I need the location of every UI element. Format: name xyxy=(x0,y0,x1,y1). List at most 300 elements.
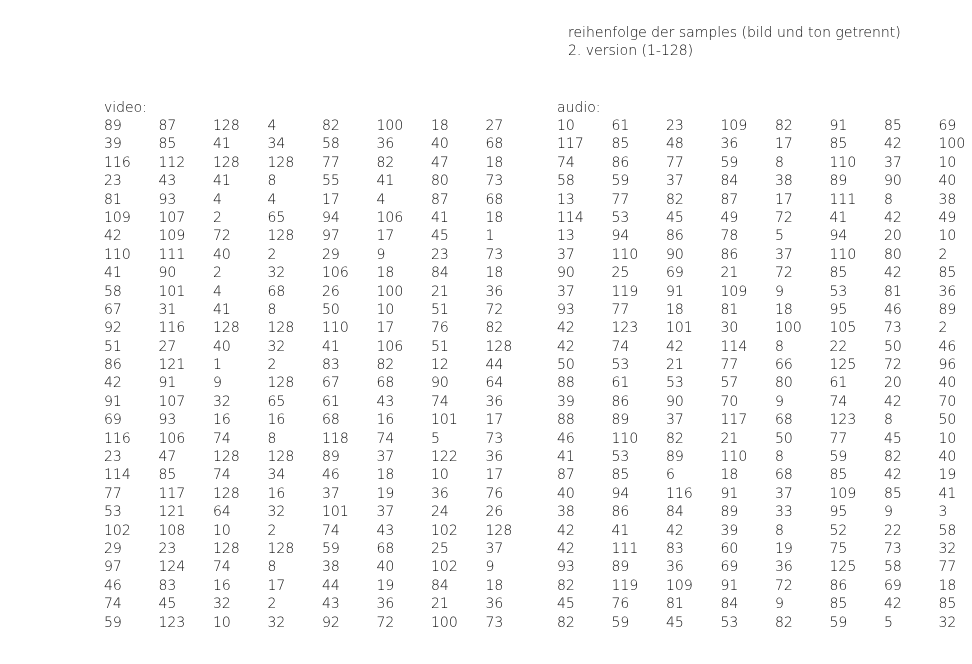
video-sample-cell: 29 xyxy=(322,246,340,263)
audio-sample-cell: 45 xyxy=(884,430,902,447)
audio-sample-cell: 74 xyxy=(829,393,848,410)
video-sample-cell: 68 xyxy=(485,191,504,208)
audio-sample-cell: 37 xyxy=(666,173,684,190)
audio-sample-cell: 37 xyxy=(666,412,684,429)
audio-sample-cell: 46 xyxy=(557,430,575,447)
video-sample-cell: 128 xyxy=(213,118,240,134)
video-sample-cell: 76 xyxy=(431,320,449,337)
audio-sample-cell: 53 xyxy=(829,283,848,300)
audio-sample-cell: 68 xyxy=(775,412,793,429)
audio-sample-cell: 36 xyxy=(720,136,739,153)
audio-sample-cell: 119 xyxy=(611,577,639,594)
audio-sample-cell: 77 xyxy=(611,191,630,208)
video-sample-cell: 61 xyxy=(322,393,340,410)
audio-sample-cell: 32 xyxy=(938,614,957,631)
audio-sample-cell: 110 xyxy=(611,430,639,447)
audio-sample-cell: 100 xyxy=(938,136,966,153)
video-sample-cell: 108 xyxy=(158,522,186,539)
audio-sample-cell: 69 xyxy=(938,118,957,134)
video-sample-cell: 101 xyxy=(431,412,458,429)
video-sample-cell: 67 xyxy=(322,375,340,392)
video-sample-cell: 12 xyxy=(431,357,449,374)
audio-sample-cell: 33 xyxy=(775,504,793,521)
video-sample-cell: 123 xyxy=(158,614,186,631)
audio-sample-cell: 57 xyxy=(720,375,739,392)
audio-sample-cell: 41 xyxy=(829,209,848,226)
audio-sample-cell: 93 xyxy=(557,559,575,576)
video-sample-cell: 74 xyxy=(376,430,395,447)
audio-sample-cell: 72 xyxy=(884,357,902,374)
audio-sample-cell: 19 xyxy=(938,467,957,484)
video-sample-cell: 82 xyxy=(485,320,504,337)
audio-sample-cell: 39 xyxy=(720,522,739,539)
video-sample-cell: 41 xyxy=(431,209,449,226)
audio-sample-cell: 9 xyxy=(775,596,784,613)
video-sample-cell: 44 xyxy=(322,577,340,594)
audio-sample-cell: 109 xyxy=(666,577,693,594)
video-sample-cell: 18 xyxy=(485,154,504,171)
audio-sample-cell: 82 xyxy=(666,430,684,447)
video-sample-cell: 73 xyxy=(485,246,504,263)
video-sample-cell: 26 xyxy=(322,283,340,300)
video-sample-cell: 100 xyxy=(431,614,458,631)
audio-sample-cell: 52 xyxy=(829,522,848,539)
video-sample-grid xyxy=(104,117,540,632)
video-sample-cell: 74 xyxy=(213,430,231,447)
video-sample-cell: 19 xyxy=(376,577,395,594)
audio-sample-cell: 68 xyxy=(775,467,793,484)
video-sample-cell: 121 xyxy=(158,357,186,374)
audio-sample-cell: 85 xyxy=(829,467,848,484)
video-sample-cell: 27 xyxy=(158,338,177,355)
video-sample-cell: 26 xyxy=(485,504,504,521)
audio-sample-cell: 53 xyxy=(611,209,630,226)
video-sample-cell: 47 xyxy=(158,449,177,466)
audio-sample-cell: 91 xyxy=(666,283,684,300)
audio-sample-cell: 38 xyxy=(557,504,575,521)
video-sample-cell: 10 xyxy=(431,467,449,484)
audio-sample-cell: 86 xyxy=(611,154,630,171)
video-sample-cell: 37 xyxy=(376,504,395,521)
audio-sample-cell: 82 xyxy=(666,191,684,208)
audio-sample-cell: 80 xyxy=(775,375,793,392)
audio-sample-cell: 10 xyxy=(938,228,957,245)
video-sample-cell: 43 xyxy=(158,173,177,190)
video-sample-cell: 65 xyxy=(267,209,286,226)
video-label: video: xyxy=(104,100,147,116)
video-sample-cell: 117 xyxy=(158,485,186,502)
audio-sample-cell: 86 xyxy=(611,393,630,410)
audio-sample-cell: 125 xyxy=(829,357,857,374)
video-sample-cell: 4 xyxy=(376,191,386,208)
video-sample-cell: 8 xyxy=(267,173,277,190)
audio-sample-cell: 111 xyxy=(611,540,639,557)
video-sample-cell: 93 xyxy=(158,191,177,208)
video-sample-cell: 107 xyxy=(158,209,186,226)
audio-sample-cell: 39 xyxy=(557,393,575,410)
video-sample-cell: 18 xyxy=(431,118,449,134)
video-sample-cell: 82 xyxy=(376,154,395,171)
video-sample-cell: 93 xyxy=(158,412,177,429)
audio-sample-cell: 82 xyxy=(775,118,793,134)
audio-sample-cell: 59 xyxy=(720,154,739,171)
video-sample-cell: 27 xyxy=(485,118,504,134)
video-sample-cell: 17 xyxy=(376,228,395,245)
audio-sample-cell: 70 xyxy=(938,393,957,410)
audio-sample-cell: 59 xyxy=(611,614,630,631)
video-sample-cell: 39 xyxy=(104,136,122,153)
audio-sample-cell: 18 xyxy=(666,301,684,318)
audio-sample-cell: 77 xyxy=(666,154,684,171)
video-sample-cell: 106 xyxy=(322,265,349,282)
video-sample-cell: 46 xyxy=(104,577,122,594)
video-sample-cell: 69 xyxy=(104,412,122,429)
video-sample-cell: 85 xyxy=(158,467,177,484)
video-sample-cell: 41 xyxy=(213,136,231,153)
audio-sample-cell: 48 xyxy=(666,136,684,153)
audio-sample-cell: 77 xyxy=(611,301,630,318)
video-sample-cell: 18 xyxy=(485,577,504,594)
audio-sample-cell: 70 xyxy=(720,393,739,410)
video-sample-cell: 21 xyxy=(431,596,449,613)
audio-sample-cell: 46 xyxy=(938,338,957,355)
audio-sample-cell: 42 xyxy=(884,393,902,410)
audio-sample-cell: 85 xyxy=(829,136,848,153)
video-sample-cell: 32 xyxy=(267,338,286,355)
video-sample-cell: 16 xyxy=(267,485,286,502)
video-sample-cell: 46 xyxy=(322,467,340,484)
audio-sample-cell: 42 xyxy=(666,338,684,355)
video-sample-cell: 34 xyxy=(267,467,286,484)
video-sample-cell: 4 xyxy=(267,191,277,208)
audio-sample-cell: 20 xyxy=(884,375,902,392)
audio-sample-cell: 93 xyxy=(557,301,575,318)
video-sample-cell: 64 xyxy=(485,375,504,392)
audio-sample-cell: 58 xyxy=(557,173,575,190)
video-sample-cell: 128 xyxy=(213,449,240,466)
audio-sample-cell: 8 xyxy=(775,449,784,466)
video-sample-cell: 128 xyxy=(267,375,295,392)
audio-sample-cell: 81 xyxy=(720,301,739,318)
page-header xyxy=(568,24,901,60)
audio-sample-cell: 94 xyxy=(611,485,630,502)
video-sample-cell: 23 xyxy=(104,173,122,190)
video-sample-cell: 128 xyxy=(267,540,295,557)
video-sample-cell: 41 xyxy=(213,301,231,318)
audio-sample-cell: 85 xyxy=(884,118,902,134)
audio-sample-cell: 72 xyxy=(775,577,793,594)
video-sample-cell: 16 xyxy=(213,577,231,594)
video-sample-cell: 89 xyxy=(322,449,340,466)
audio-sample-cell: 85 xyxy=(938,596,957,613)
audio-sample-grid xyxy=(557,117,972,632)
audio-sample-cell: 9 xyxy=(775,283,784,300)
video-sample-cell: 100 xyxy=(376,283,404,300)
video-sample-cell: 59 xyxy=(104,614,122,631)
video-sample-cell: 47 xyxy=(431,154,449,171)
video-sample-cell: 18 xyxy=(376,467,395,484)
video-sample-cell: 36 xyxy=(485,283,504,300)
video-sample-cell: 17 xyxy=(322,191,340,208)
video-sample-cell: 83 xyxy=(158,577,177,594)
audio-sample-cell: 85 xyxy=(884,485,902,502)
audio-sample-cell: 89 xyxy=(611,412,630,429)
video-sample-cell: 25 xyxy=(431,540,449,557)
video-sample-cell: 91 xyxy=(158,375,177,392)
audio-sample-cell: 37 xyxy=(557,283,575,300)
video-sample-cell: 37 xyxy=(485,540,504,557)
video-sample-cell: 73 xyxy=(485,614,504,631)
video-sample-cell: 43 xyxy=(322,596,340,613)
audio-sample-cell: 86 xyxy=(666,228,684,245)
video-sample-cell: 36 xyxy=(485,596,504,613)
video-sample-cell: 110 xyxy=(104,246,131,263)
video-sample-cell: 2 xyxy=(267,357,277,374)
audio-sample-cell: 21 xyxy=(720,265,739,282)
video-sample-cell: 51 xyxy=(431,338,449,355)
audio-sample-cell: 84 xyxy=(720,596,739,613)
audio-sample-cell: 125 xyxy=(829,559,857,576)
video-sample-cell: 101 xyxy=(158,283,186,300)
audio-sample-cell: 110 xyxy=(611,246,639,263)
audio-sample-cell: 13 xyxy=(557,191,575,208)
audio-sample-cell: 110 xyxy=(829,246,857,263)
video-sample-cell: 90 xyxy=(158,265,177,282)
audio-sample-cell: 91 xyxy=(720,485,739,502)
video-sample-cell: 53 xyxy=(104,504,122,521)
video-sample-cell: 2 xyxy=(267,522,277,539)
audio-sample-cell: 101 xyxy=(666,320,693,337)
video-sample-cell: 36 xyxy=(431,485,449,502)
audio-sample-cell: 50 xyxy=(938,412,957,429)
audio-sample-cell: 75 xyxy=(829,540,848,557)
audio-sample-cell: 123 xyxy=(829,412,857,429)
audio-sample-cell: 41 xyxy=(557,449,575,466)
audio-sample-cell: 8 xyxy=(775,154,784,171)
video-sample-cell: 111 xyxy=(158,246,186,263)
video-sample-cell: 128 xyxy=(267,320,295,337)
video-sample-cell: 16 xyxy=(213,412,231,429)
audio-sample-cell: 36 xyxy=(938,283,957,300)
video-sample-cell: 23 xyxy=(104,449,122,466)
audio-sample-cell: 69 xyxy=(884,577,902,594)
video-sample-cell: 40 xyxy=(431,136,449,153)
video-sample-cell: 51 xyxy=(431,301,449,318)
audio-sample-cell: 109 xyxy=(720,283,748,300)
video-sample-cell: 9 xyxy=(376,246,386,263)
audio-sample-cell: 42 xyxy=(884,209,902,226)
audio-sample-cell: 10 xyxy=(557,118,575,134)
video-sample-cell: 77 xyxy=(104,485,122,502)
video-sample-cell: 100 xyxy=(376,118,404,134)
video-sample-cell: 68 xyxy=(322,412,340,429)
audio-sample-cell: 6 xyxy=(666,467,675,484)
audio-sample-cell: 105 xyxy=(829,320,857,337)
video-sample-cell: 116 xyxy=(158,320,186,337)
audio-sample-cell: 84 xyxy=(666,504,684,521)
video-sample-cell: 45 xyxy=(431,228,449,245)
video-sample-cell: 36 xyxy=(485,393,504,410)
audio-sample-cell: 20 xyxy=(884,228,902,245)
video-sample-cell: 2 xyxy=(213,209,222,226)
audio-sample-cell: 42 xyxy=(884,265,902,282)
audio-sample-cell: 80 xyxy=(884,246,902,263)
video-sample-cell: 72 xyxy=(213,228,231,245)
video-sample-cell: 18 xyxy=(485,209,504,226)
audio-sample-cell: 25 xyxy=(611,265,630,282)
audio-sample-cell: 37 xyxy=(884,154,902,171)
audio-sample-cell: 89 xyxy=(720,504,739,521)
audio-sample-cell: 53 xyxy=(666,375,684,392)
audio-sample-cell: 87 xyxy=(557,467,575,484)
audio-sample-cell: 89 xyxy=(829,173,848,190)
video-sample-cell: 74 xyxy=(431,393,449,410)
audio-sample-cell: 50 xyxy=(557,357,575,374)
audio-sample-cell: 77 xyxy=(938,559,957,576)
video-sample-cell: 41 xyxy=(322,338,340,355)
video-sample-cell: 102 xyxy=(431,522,458,539)
audio-sample-cell: 81 xyxy=(884,283,902,300)
audio-sample-cell: 42 xyxy=(557,338,575,355)
video-sample-cell: 84 xyxy=(431,265,449,282)
audio-sample-cell: 30 xyxy=(720,320,739,337)
audio-sample-cell: 94 xyxy=(611,228,630,245)
audio-sample-cell: 10 xyxy=(938,154,957,171)
audio-sample-cell: 77 xyxy=(829,430,848,447)
audio-sample-cell: 66 xyxy=(775,357,793,374)
video-sample-cell: 8 xyxy=(267,559,277,576)
video-sample-cell: 36 xyxy=(376,136,395,153)
video-sample-cell: 40 xyxy=(213,338,231,355)
video-sample-cell: 9 xyxy=(485,559,495,576)
video-sample-cell: 107 xyxy=(158,393,186,410)
audio-sample-cell: 91 xyxy=(720,577,739,594)
video-sample-cell: 74 xyxy=(322,522,340,539)
audio-sample-cell: 38 xyxy=(938,191,957,208)
audio-sample-cell: 116 xyxy=(666,485,693,502)
video-sample-cell: 102 xyxy=(431,559,458,576)
video-sample-cell: 128 xyxy=(213,485,240,502)
video-sample-cell: 34 xyxy=(267,136,286,153)
audio-sample-cell: 110 xyxy=(720,449,748,466)
audio-sample-cell: 36 xyxy=(775,559,793,576)
audio-sample-cell: 73 xyxy=(884,540,902,557)
audio-sample-cell: 82 xyxy=(557,577,575,594)
audio-sample-cell: 18 xyxy=(720,467,739,484)
video-sample-cell: 92 xyxy=(322,614,340,631)
audio-sample-cell: 13 xyxy=(557,228,575,245)
audio-sample-cell: 18 xyxy=(775,301,793,318)
video-sample-cell: 32 xyxy=(267,265,286,282)
video-sample-cell: 41 xyxy=(104,265,122,282)
video-sample-cell: 102 xyxy=(104,522,131,539)
video-sample-cell: 90 xyxy=(431,375,449,392)
audio-sample-cell: 110 xyxy=(829,154,857,171)
video-sample-cell: 68 xyxy=(485,136,504,153)
video-sample-cell: 18 xyxy=(376,265,395,282)
audio-sample-cell: 37 xyxy=(775,485,793,502)
audio-sample-cell: 40 xyxy=(938,375,957,392)
audio-sample-cell: 81 xyxy=(666,596,684,613)
audio-sample-cell: 61 xyxy=(611,375,630,392)
video-sample-cell: 4 xyxy=(213,283,222,300)
audio-sample-cell: 21 xyxy=(666,357,684,374)
video-sample-cell: 58 xyxy=(322,136,340,153)
video-sample-cell: 32 xyxy=(267,614,286,631)
audio-sample-cell: 74 xyxy=(611,338,630,355)
audio-sample-cell: 45 xyxy=(666,614,684,631)
audio-sample-cell: 60 xyxy=(720,540,739,557)
audio-sample-cell: 117 xyxy=(720,412,748,429)
audio-sample-cell: 10 xyxy=(938,430,957,447)
audio-sample-cell: 82 xyxy=(884,449,902,466)
video-sample-cell: 87 xyxy=(431,191,449,208)
video-sample-cell: 86 xyxy=(104,357,122,374)
audio-sample-cell: 88 xyxy=(557,412,575,429)
video-sample-cell: 128 xyxy=(213,154,240,171)
audio-sample-cell: 9 xyxy=(884,504,893,521)
video-sample-cell: 41 xyxy=(376,173,395,190)
audio-sample-cell: 17 xyxy=(775,136,793,153)
audio-sample-cell: 41 xyxy=(611,522,630,539)
video-sample-cell: 31 xyxy=(158,301,177,318)
audio-sample-cell: 42 xyxy=(884,136,902,153)
audio-sample-cell: 18 xyxy=(938,577,957,594)
audio-sample-cell: 17 xyxy=(775,191,793,208)
audio-sample-cell: 58 xyxy=(884,559,902,576)
audio-sample-cell: 2 xyxy=(938,246,948,263)
video-sample-cell: 59 xyxy=(322,540,340,557)
video-sample-cell: 118 xyxy=(322,430,349,447)
audio-sample-cell: 2 xyxy=(938,320,948,337)
video-sample-cell: 50 xyxy=(322,301,340,318)
video-sample-cell: 37 xyxy=(322,485,340,502)
video-sample-cell: 1 xyxy=(213,357,222,374)
audio-sample-cell: 42 xyxy=(884,467,902,484)
audio-sample-cell: 50 xyxy=(884,338,902,355)
audio-sample-cell: 19 xyxy=(775,540,793,557)
audio-sample-cell: 111 xyxy=(829,191,857,208)
audio-sample-cell: 40 xyxy=(938,173,957,190)
video-sample-cell: 21 xyxy=(431,283,449,300)
audio-sample-cell: 42 xyxy=(557,320,575,337)
video-sample-cell: 114 xyxy=(104,467,131,484)
video-sample-cell: 74 xyxy=(104,596,122,613)
video-sample-cell: 80 xyxy=(431,173,449,190)
audio-sample-cell: 86 xyxy=(829,577,848,594)
audio-sample-cell: 100 xyxy=(775,320,802,337)
video-sample-cell: 128 xyxy=(267,154,295,171)
video-sample-cell: 2 xyxy=(267,246,277,263)
video-sample-cell: 32 xyxy=(267,504,286,521)
video-sample-cell: 83 xyxy=(322,357,340,374)
video-sample-cell: 10 xyxy=(213,522,231,539)
audio-sample-cell: 23 xyxy=(666,118,684,134)
audio-sample-cell: 94 xyxy=(829,228,848,245)
video-sample-cell: 40 xyxy=(213,246,231,263)
video-sample-cell: 37 xyxy=(376,449,395,466)
video-sample-cell: 58 xyxy=(104,283,122,300)
video-sample-cell: 81 xyxy=(104,191,122,208)
audio-sample-cell: 114 xyxy=(557,209,584,226)
audio-label: audio: xyxy=(557,100,601,116)
audio-sample-cell: 9 xyxy=(775,393,784,410)
audio-sample-cell: 96 xyxy=(938,357,957,374)
video-sample-cell: 91 xyxy=(104,393,122,410)
audio-sample-cell: 59 xyxy=(829,449,848,466)
audio-sample-cell: 90 xyxy=(666,246,684,263)
video-sample-cell: 106 xyxy=(376,209,404,226)
